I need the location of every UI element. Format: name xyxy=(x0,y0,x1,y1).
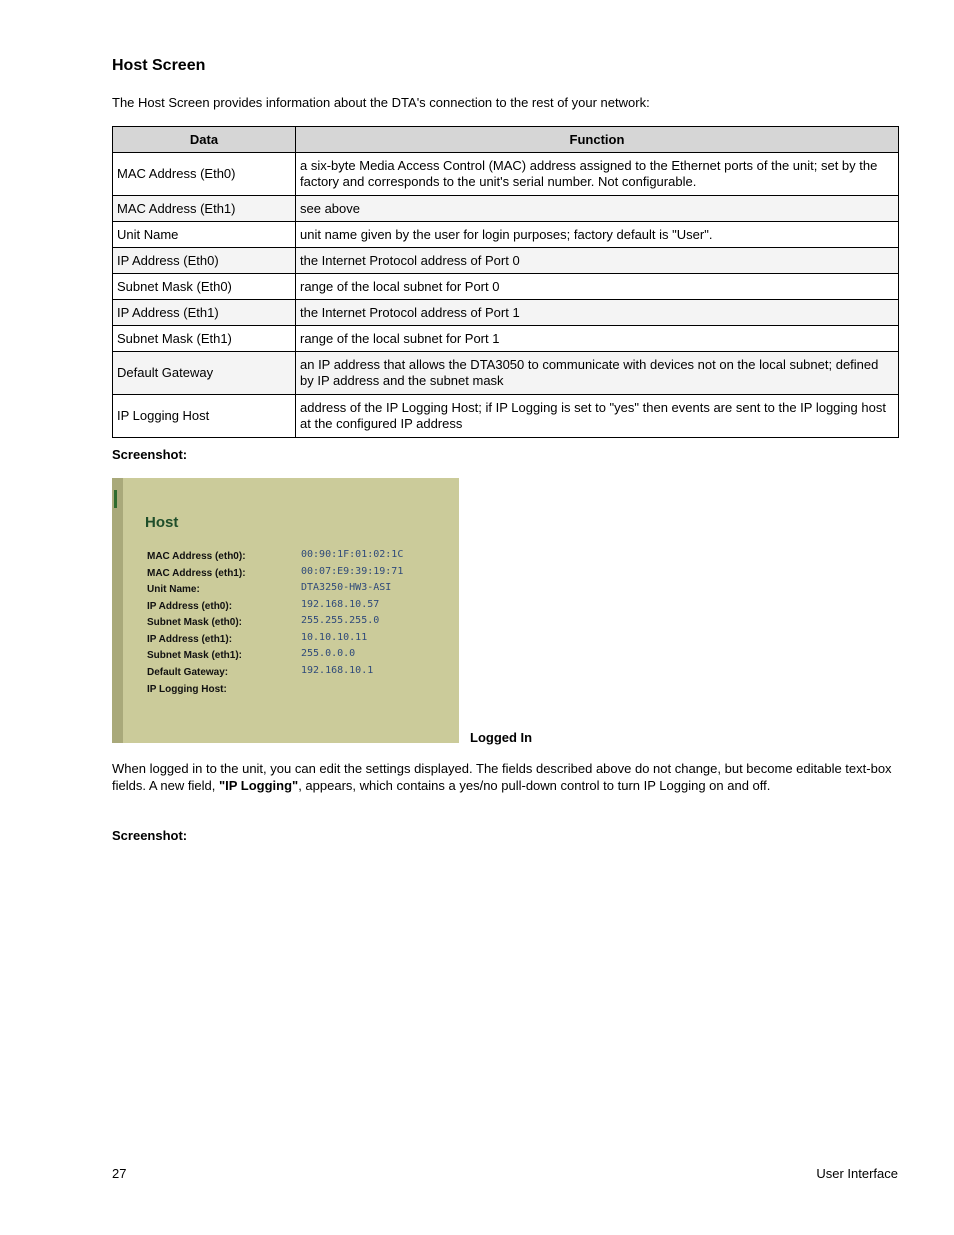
host-field-value: 10.10.10.11 xyxy=(301,632,368,643)
table-header-row xyxy=(113,127,899,153)
cell-function: address of the IP Logging Host; if IP Logging is set to "yes" then events are sent to the IP logging host at the configured IP address xyxy=(296,395,899,438)
host-field-value: 192.168.10.57 xyxy=(301,599,380,610)
page-number: 27 xyxy=(112,1166,127,1181)
cell-function: the Internet Protocol address of Port 1 xyxy=(296,300,899,326)
cell-function: a six-byte Media Access Control (MAC) address assigned to the Ethernet ports of the unit; set by the factory and corresponds to the unit's serial number. Not configurable. xyxy=(296,153,899,196)
cell-data: Default Gateway xyxy=(113,352,296,395)
host-field-value: 00:90:1F:01:02:1C xyxy=(301,549,404,560)
cell-data: Subnet Mask (Eth1) xyxy=(113,326,296,352)
header-function: Function xyxy=(296,127,899,153)
host-field-label: Subnet Mask (eth1): xyxy=(147,650,243,661)
cell-data: IP Logging Host xyxy=(113,395,296,438)
footer-section: User Interface xyxy=(816,1166,898,1181)
logged-in-paragraph xyxy=(112,760,899,794)
host-field-label: IP Address (eth1): xyxy=(147,634,233,645)
host-field-label: IP Address (eth0): xyxy=(147,601,233,612)
table-row xyxy=(113,274,899,300)
table-row xyxy=(113,222,899,248)
para-text-before: When logged in to the unit, you can edit the settings displayed. The fields described above do not change, but become editable text-box fields. A new field, xyxy=(112,761,892,793)
host-field-label: Default Gateway: xyxy=(147,667,229,678)
host-field-label: MAC Address (eth0): xyxy=(147,551,246,562)
header-data: Data xyxy=(113,127,296,153)
host-field-label: Subnet Mask (eth0): xyxy=(147,617,243,628)
screenshot-left-bar xyxy=(112,478,123,743)
host-field-label: Unit Name: xyxy=(147,584,200,595)
host-panel-title: Host xyxy=(145,514,179,531)
cell-data: MAC Address (Eth0) xyxy=(113,153,296,196)
cell-data: IP Address (Eth1) xyxy=(113,300,296,326)
host-field-value: 00:07:E9:39:19:71 xyxy=(301,566,404,577)
cell-function: range of the local subnet for Port 0 xyxy=(296,274,899,300)
cell-data: MAC Address (Eth1) xyxy=(113,196,296,222)
host-field-value: 255.255.255.0 xyxy=(301,615,380,626)
para-bold-field: "IP Logging" xyxy=(218,778,299,793)
screenshot-bar-marker xyxy=(114,490,117,508)
logged-in-label: Logged In xyxy=(470,730,533,745)
table-row xyxy=(113,300,899,326)
cell-function: an IP address that allows the DTA3050 to communicate with devices not on the local subnet; defined by IP address and the subnet mask xyxy=(296,352,899,395)
host-field-value: 255.0.0.0 xyxy=(301,648,356,659)
cell-function: unit name given by the user for login purposes; factory default is "User". xyxy=(296,222,899,248)
cell-data: IP Address (Eth0) xyxy=(113,248,296,274)
screenshot-label: Screenshot: xyxy=(112,828,188,843)
host-field-value: 192.168.10.1 xyxy=(301,665,374,676)
table-row xyxy=(113,248,899,274)
cell-data: Subnet Mask (Eth0) xyxy=(113,274,296,300)
cell-function: the Internet Protocol address of Port 0 xyxy=(296,248,899,274)
table-row xyxy=(113,326,899,352)
cell-data: Unit Name xyxy=(113,222,296,248)
para-text-after: , appears, which contains a yes/no pull-down control to turn IP Logging on and off. xyxy=(298,778,771,793)
host-field-label: IP Logging Host: xyxy=(147,684,227,695)
table-row xyxy=(113,196,899,222)
table-row xyxy=(113,395,899,438)
screenshot-label: Screenshot: xyxy=(112,447,188,462)
host-field-value: DTA3250-HW3-ASI xyxy=(301,582,392,593)
host-data-table xyxy=(112,126,899,438)
table-row xyxy=(113,352,899,395)
host-screen-screenshot xyxy=(112,478,459,743)
cell-function: see above xyxy=(296,196,899,222)
cell-function: range of the local subnet for Port 1 xyxy=(296,326,899,352)
section-heading: Host Screen xyxy=(112,57,206,74)
table-row xyxy=(113,153,899,196)
host-field-label: MAC Address (eth1): xyxy=(147,568,246,579)
intro-text: The Host Screen provides information about the DTA's connection to the rest of your network: xyxy=(112,95,650,110)
